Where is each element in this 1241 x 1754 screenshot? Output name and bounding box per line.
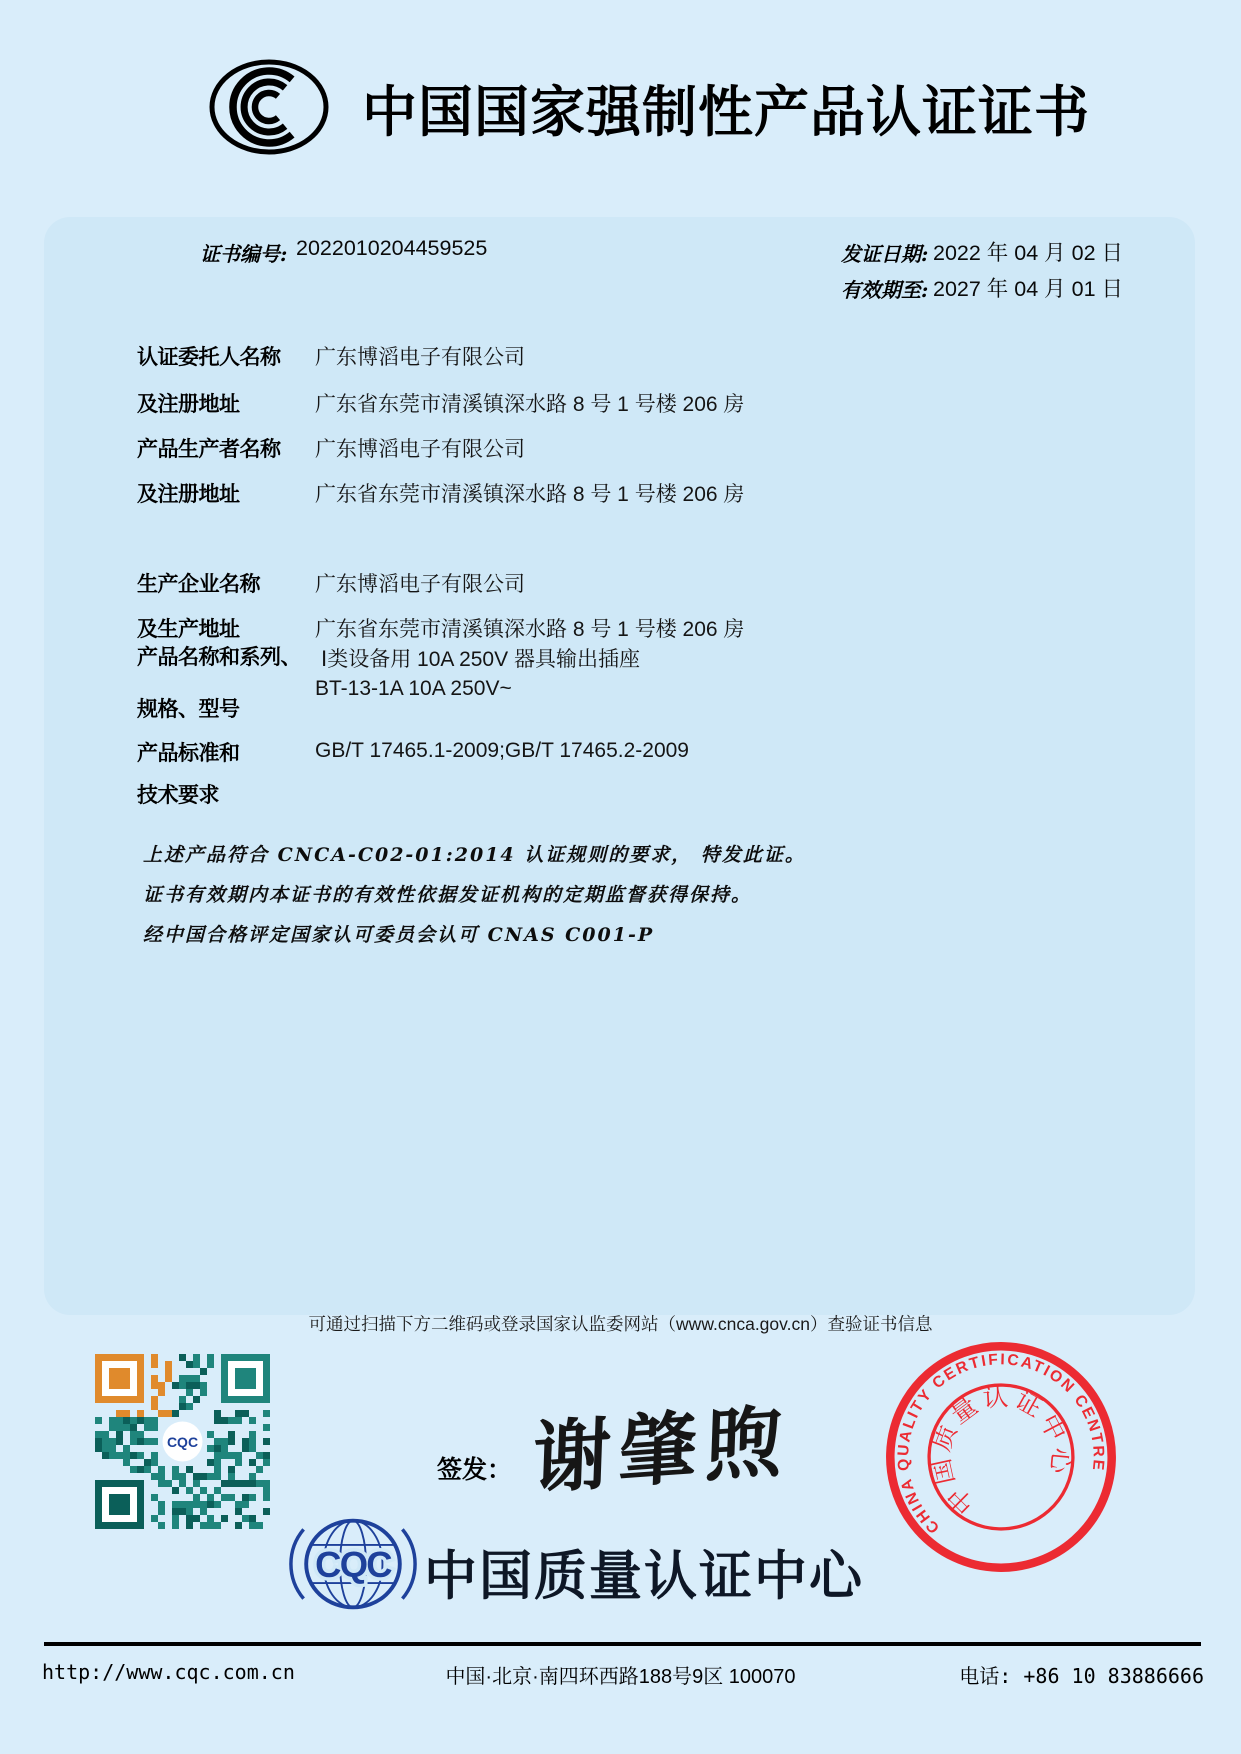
signature-handwriting: 谢肇煦 (531, 1395, 793, 1506)
field-value: BT-13-1A 10A 250V~ (315, 677, 512, 700)
stamp-chinese-text: 中国质量认证中心 (926, 1383, 1076, 1520)
field-label: 产品名称和系列、 (137, 646, 301, 669)
footer-website: http://www.cqc.com.cn (42, 1660, 295, 1684)
field-value: 广东博滔电子有限公司 (315, 573, 525, 596)
field-value: 广东博滔电子有限公司 (315, 346, 525, 369)
field-label: 及注册地址 (137, 393, 240, 416)
svg-text:CQC: CQC (166, 1434, 199, 1450)
statement-line: 上述产品符合 CNCA-C02-01:2014 认证规则的要求， 特发此证。 (143, 844, 806, 866)
svg-text:CHINA QUALITY CERTIFICATION CE (878, 1334, 1118, 1541)
issue-date-label: 发证日期: (841, 242, 929, 266)
statement-line: 证书有效期内本证书的有效性依据发证机构的定期监督获得保持。 (143, 884, 753, 906)
stamp-english-text: CHINA QUALITY CERTIFICATION CENTRE (895, 1351, 1107, 1537)
field-value: Ⅰ类设备用 10A 250V 器具输出插座 (321, 648, 640, 671)
cqc-logo-icon (286, 1512, 420, 1616)
page-title: 中国国家强制性产品认证证书 (362, 81, 1091, 143)
field-label: 技术要求 (137, 784, 219, 807)
expiry-date-value: 2027 年 04 月 01 日 (933, 277, 1124, 301)
sign-label: 签发： (437, 1456, 513, 1484)
field-value: 广东省东莞市清溪镇深水路 8 号 1 号楼 206 房 (315, 393, 745, 416)
field-label: 及注册地址 (137, 483, 240, 506)
ccc-logo-icon (208, 58, 330, 156)
field-label: 及生产地址 (137, 618, 240, 641)
footer-divider (44, 1642, 1201, 1646)
field-value: GB/T 17465.1-2009;GB/T 17465.2-2009 (315, 739, 689, 762)
field-label: 产品生产者名称 (137, 438, 281, 461)
verify-note: 可通过扫描下方二维码或登录国家认监委网站（www.cnca.gov.cn）查验证书信息 (308, 1314, 933, 1334)
cert-number-label: 证书编号: (200, 242, 288, 266)
footer-phone: 电话: +86 10 83886666 (959, 1664, 1204, 1688)
expiry-date-label: 有效期至: (841, 278, 929, 302)
cqc-logo-text: CQC (315, 1544, 391, 1585)
red-stamp (878, 1334, 1124, 1580)
issue-date-value: 2022 年 04 月 02 日 (933, 241, 1124, 265)
qr-code (95, 1354, 270, 1529)
issuer-name: 中国质量认证中心 (424, 1547, 864, 1606)
field-label: 认证委托人名称 (137, 346, 281, 369)
field-value: 广东博滔电子有限公司 (315, 438, 525, 461)
footer-address: 中国·北京·南四环西路188号9区 100070 (445, 1666, 796, 1688)
field-value: 广东省东莞市清溪镇深水路 8 号 1 号楼 206 房 (315, 483, 745, 506)
field-label: 规格、型号 (137, 698, 240, 721)
field-label: 产品标准和 (137, 742, 240, 765)
field-label: 生产企业名称 (137, 573, 260, 596)
field-value: 广东省东莞市清溪镇深水路 8 号 1 号楼 206 房 (315, 618, 745, 641)
statement-line: 经中国合格评定国家认可委员会认可 CNAS C001-P (143, 924, 655, 946)
cert-number-value: 2022010204459525 (296, 236, 488, 260)
